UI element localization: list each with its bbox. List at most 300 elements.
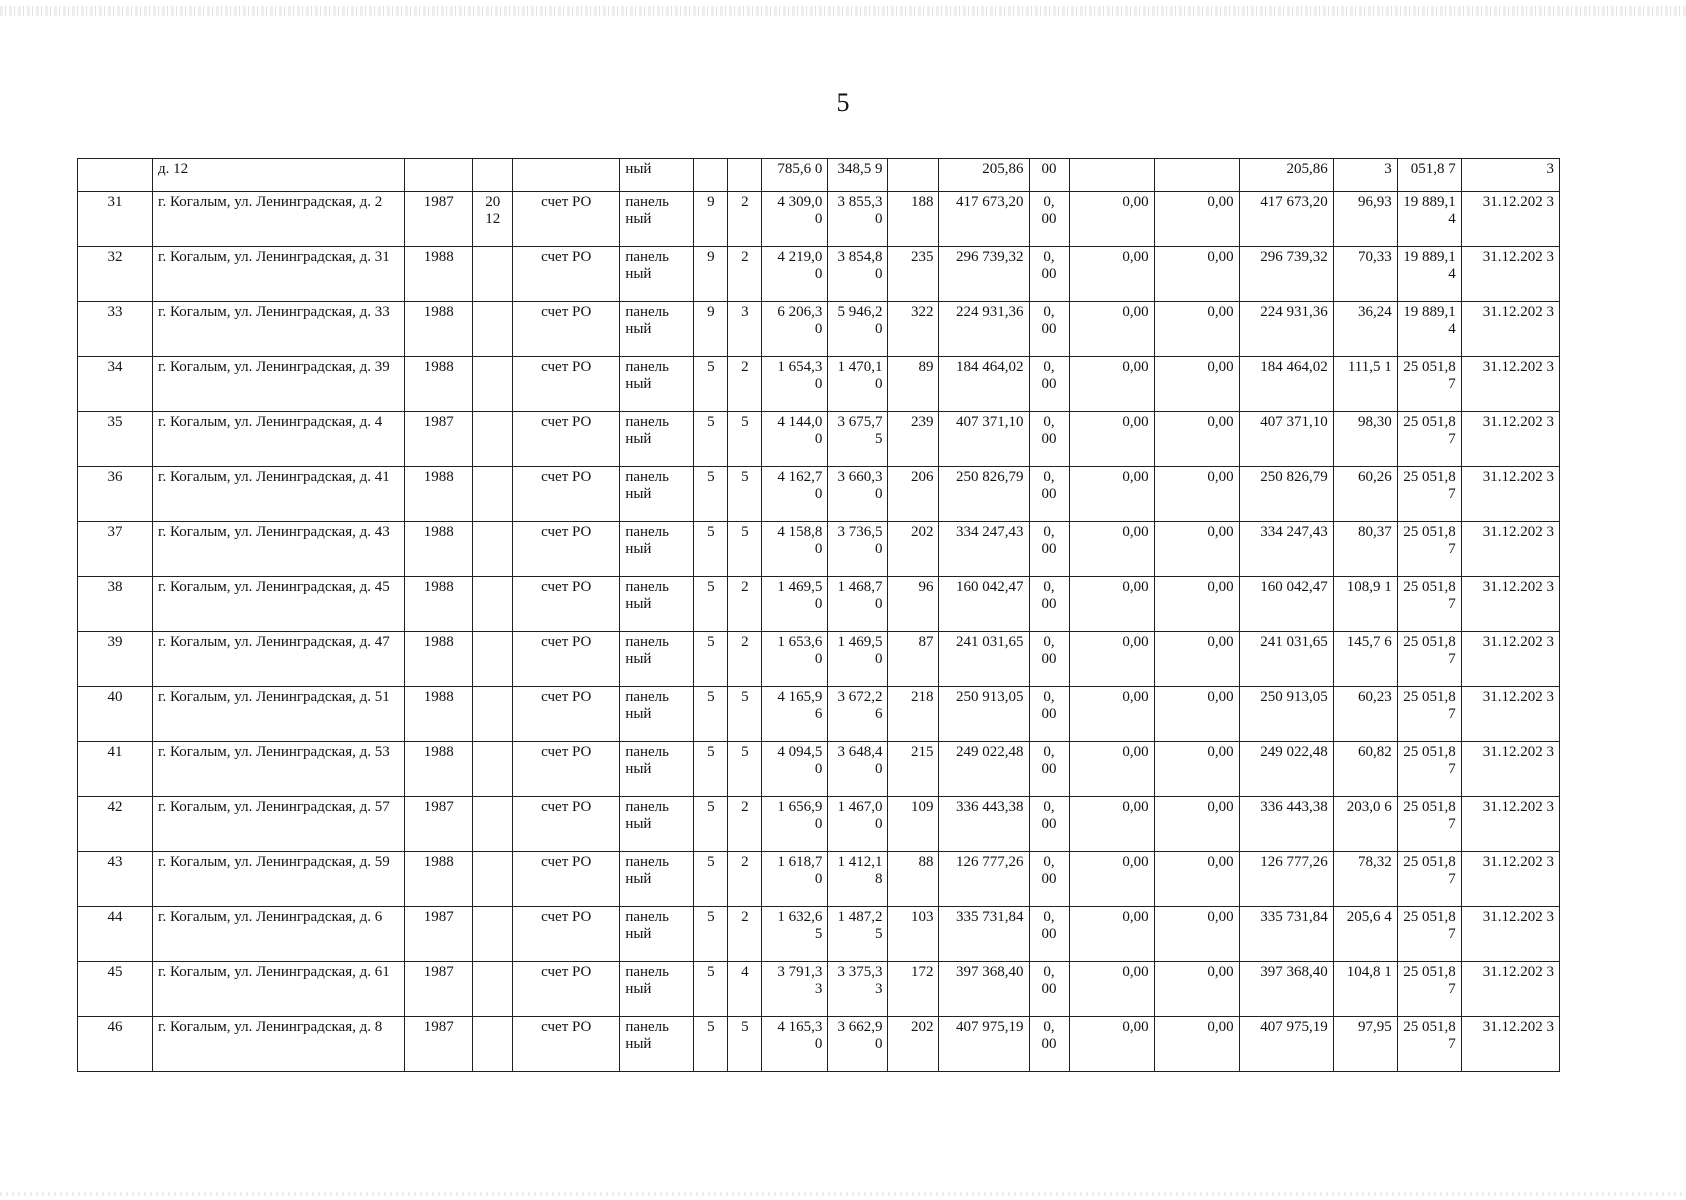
cell-year2: [473, 159, 513, 192]
cell-specific: 203,0 6: [1333, 797, 1397, 852]
cell-no: 33: [78, 302, 153, 357]
cell-c3: 0,00: [1154, 632, 1239, 687]
cell-area-total: 1 656,9 0: [762, 797, 828, 852]
cell-c1: 0, 00: [1029, 852, 1069, 907]
cell-c2: 0,00: [1069, 577, 1154, 632]
cell-address: г. Когалым, ул. Ленинградская, д. 39: [153, 357, 405, 412]
cell-c2: [1069, 159, 1154, 192]
cell-year2: [473, 577, 513, 632]
cell-floors: 5: [694, 522, 728, 577]
cell-floors: 5: [694, 357, 728, 412]
cell-deadline: 31.12.202 3: [1461, 577, 1559, 632]
cell-c2: 0,00: [1069, 962, 1154, 1017]
cell-fund: счет РО: [513, 907, 620, 962]
cell-limit: 25 051,8 7: [1397, 1017, 1461, 1072]
cell-address: г. Когалым, ул. Ленинградская, д. 59: [153, 852, 405, 907]
cell-residents: 235: [888, 247, 939, 302]
table-row: [78, 467, 1560, 522]
cell-year: 1988: [405, 302, 473, 357]
cell-c2: 0,00: [1069, 522, 1154, 577]
cell-wall: панель ный: [620, 522, 694, 577]
cell-residents: 103: [888, 907, 939, 962]
cell-floors: 5: [694, 412, 728, 467]
cell-deadline: 31.12.202 3: [1461, 962, 1559, 1017]
cell-floors: 5: [694, 742, 728, 797]
cell-residents: 206: [888, 467, 939, 522]
cell-address: г. Когалым, ул. Ленинградская, д. 47: [153, 632, 405, 687]
table-row: [78, 907, 1560, 962]
table-row: [78, 852, 1560, 907]
cell-area-total: 1 653,6 0: [762, 632, 828, 687]
cell-area-living: 1 487,2 5: [828, 907, 888, 962]
cell-floors: 9: [694, 192, 728, 247]
cell-cost-total: 250 913,05: [939, 687, 1029, 742]
cell-c1: 0, 00: [1029, 412, 1069, 467]
cell-floors: 9: [694, 247, 728, 302]
cell-residents: 218: [888, 687, 939, 742]
cell-deadline: 31.12.202 3: [1461, 907, 1559, 962]
cell-area-total: 4 162,7 0: [762, 467, 828, 522]
cell-wall: панель ный: [620, 412, 694, 467]
cell-limit: 19 889,1 4: [1397, 247, 1461, 302]
cell-no: 36: [78, 467, 153, 522]
cell-entrances: 2: [728, 577, 762, 632]
cell-wall: панель ный: [620, 467, 694, 522]
cell-residents: 239: [888, 412, 939, 467]
cell-c3: 0,00: [1154, 522, 1239, 577]
cell-limit: 25 051,8 7: [1397, 357, 1461, 412]
cell-deadline: 31.12.202 3: [1461, 632, 1559, 687]
cell-area-living: 1 470,1 0: [828, 357, 888, 412]
cell-fund: счет РО: [513, 467, 620, 522]
cell-cost-ro: 336 443,38: [1239, 797, 1333, 852]
cell-area-living: 3 854,8 0: [828, 247, 888, 302]
cell-area-living: 3 375,3 3: [828, 962, 888, 1017]
cell-address: г. Когалым, ул. Ленинградская, д. 53: [153, 742, 405, 797]
cell-area-living: 3 648,4 0: [828, 742, 888, 797]
cell-year: 1987: [405, 1017, 473, 1072]
cell-specific: 205,6 4: [1333, 907, 1397, 962]
cell-wall: панель ный: [620, 632, 694, 687]
table-row: [78, 357, 1560, 412]
cell-limit: 25 051,8 7: [1397, 412, 1461, 467]
cell-limit: 25 051,8 7: [1397, 962, 1461, 1017]
cell-limit: 25 051,8 7: [1397, 522, 1461, 577]
cell-area-total: 1 654,3 0: [762, 357, 828, 412]
cell-deadline: 3: [1461, 159, 1559, 192]
cell-c3: 0,00: [1154, 357, 1239, 412]
cell-area-total: 4 165,3 0: [762, 1017, 828, 1072]
cell-limit: 25 051,8 7: [1397, 742, 1461, 797]
cell-c2: 0,00: [1069, 192, 1154, 247]
cell-cost-ro: 160 042,47: [1239, 577, 1333, 632]
cell-cost-total: 296 739,32: [939, 247, 1029, 302]
cell-no: 39: [78, 632, 153, 687]
cell-residents: 202: [888, 1017, 939, 1072]
cell-floors: 5: [694, 907, 728, 962]
cell-deadline: 31.12.202 3: [1461, 247, 1559, 302]
cell-cost-ro: 296 739,32: [1239, 247, 1333, 302]
cell-year2: [473, 302, 513, 357]
cell-specific: 80,37: [1333, 522, 1397, 577]
cell-wall: панель ный: [620, 192, 694, 247]
cell-year: 1988: [405, 357, 473, 412]
cell-c3: 0,00: [1154, 1017, 1239, 1072]
cell-area-total: 4 144,0 0: [762, 412, 828, 467]
cell-specific: 60,26: [1333, 467, 1397, 522]
cell-c2: 0,00: [1069, 357, 1154, 412]
cell-floors: 5: [694, 687, 728, 742]
cell-address: г. Когалым, ул. Ленинградская, д. 6: [153, 907, 405, 962]
cell-no: 44: [78, 907, 153, 962]
cell-cost-ro: 335 731,84: [1239, 907, 1333, 962]
cell-no: 45: [78, 962, 153, 1017]
cell-c1: 0, 00: [1029, 357, 1069, 412]
cell-year2: [473, 797, 513, 852]
cell-area-living: 1 412,1 8: [828, 852, 888, 907]
cell-floors: 5: [694, 797, 728, 852]
cell-specific: 96,93: [1333, 192, 1397, 247]
cell-fund: счет РО: [513, 522, 620, 577]
cell-year2: 20 12: [473, 192, 513, 247]
cell-address: г. Когалым, ул. Ленинградская, д. 43: [153, 522, 405, 577]
cell-c3: 0,00: [1154, 247, 1239, 302]
cell-cost-total: 205,86: [939, 159, 1029, 192]
cell-area-living: 348,5 9: [828, 159, 888, 192]
cell-year2: [473, 632, 513, 687]
cell-cost-ro: 397 368,40: [1239, 962, 1333, 1017]
cell-specific: 97,95: [1333, 1017, 1397, 1072]
cell-fund: счет РО: [513, 247, 620, 302]
cell-c3: 0,00: [1154, 797, 1239, 852]
cell-year: 1988: [405, 742, 473, 797]
cell-year: 1987: [405, 192, 473, 247]
cell-cost-total: 397 368,40: [939, 962, 1029, 1017]
cell-c1: 0, 00: [1029, 192, 1069, 247]
cell-year2: [473, 522, 513, 577]
cell-address: г. Когалым, ул. Ленинградская, д. 8: [153, 1017, 405, 1072]
cell-deadline: 31.12.202 3: [1461, 687, 1559, 742]
cell-limit: 19 889,1 4: [1397, 302, 1461, 357]
cell-year: [405, 159, 473, 192]
cell-limit: 25 051,8 7: [1397, 467, 1461, 522]
cell-residents: 322: [888, 302, 939, 357]
cell-c1: 0, 00: [1029, 797, 1069, 852]
cell-no: 43: [78, 852, 153, 907]
cell-c2: 0,00: [1069, 742, 1154, 797]
cell-entrances: 2: [728, 907, 762, 962]
cell-area-total: 4 219,0 0: [762, 247, 828, 302]
cell-entrances: 2: [728, 247, 762, 302]
cell-no: 35: [78, 412, 153, 467]
cell-c2: 0,00: [1069, 467, 1154, 522]
cell-area-living: 3 736,5 0: [828, 522, 888, 577]
cell-deadline: 31.12.202 3: [1461, 302, 1559, 357]
cell-c3: 0,00: [1154, 412, 1239, 467]
cell-no: 34: [78, 357, 153, 412]
cell-cost-ro: 334 247,43: [1239, 522, 1333, 577]
cell-wall: панель ный: [620, 577, 694, 632]
cell-fund: счет РО: [513, 412, 620, 467]
cell-specific: 78,32: [1333, 852, 1397, 907]
cell-area-total: 785,6 0: [762, 159, 828, 192]
cell-area-total: 1 632,6 5: [762, 907, 828, 962]
cell-year: 1988: [405, 632, 473, 687]
cell-c1: 0, 00: [1029, 1017, 1069, 1072]
cell-floors: 5: [694, 1017, 728, 1072]
cell-year2: [473, 742, 513, 797]
cell-c3: 0,00: [1154, 577, 1239, 632]
cell-fund: счет РО: [513, 797, 620, 852]
cell-address: г. Когалым, ул. Ленинградская, д. 57: [153, 797, 405, 852]
cell-entrances: 2: [728, 852, 762, 907]
cell-year2: [473, 907, 513, 962]
cell-deadline: 31.12.202 3: [1461, 522, 1559, 577]
cell-area-living: 5 946,2 0: [828, 302, 888, 357]
cell-residents: 202: [888, 522, 939, 577]
cell-area-living: 3 855,3 0: [828, 192, 888, 247]
cell-specific: 3: [1333, 159, 1397, 192]
cell-c2: 0,00: [1069, 1017, 1154, 1072]
cell-entrances: 2: [728, 632, 762, 687]
cell-deadline: 31.12.202 3: [1461, 852, 1559, 907]
cell-area-total: 4 309,0 0: [762, 192, 828, 247]
table-row: [78, 962, 1560, 1017]
cell-fund: счет РО: [513, 687, 620, 742]
table-row: [78, 159, 1560, 192]
cell-floors: 5: [694, 577, 728, 632]
cell-cost-ro: 205,86: [1239, 159, 1333, 192]
cell-year: 1988: [405, 522, 473, 577]
cell-limit: 25 051,8 7: [1397, 797, 1461, 852]
cell-residents: 87: [888, 632, 939, 687]
cell-area-total: 4 094,5 0: [762, 742, 828, 797]
cell-cost-ro: 184 464,02: [1239, 357, 1333, 412]
registry-table: [77, 158, 1560, 1072]
scan-artifact-bottom: [0, 1192, 1686, 1196]
cell-c1: 0, 00: [1029, 522, 1069, 577]
cell-wall: панель ный: [620, 797, 694, 852]
scan-artifact-top: [0, 6, 1686, 16]
cell-area-living: 3 675,7 5: [828, 412, 888, 467]
cell-year2: [473, 852, 513, 907]
cell-wall: панель ный: [620, 742, 694, 797]
cell-no: 37: [78, 522, 153, 577]
cell-entrances: 5: [728, 742, 762, 797]
cell-c1: 0, 00: [1029, 742, 1069, 797]
cell-cost-ro: 407 975,19: [1239, 1017, 1333, 1072]
table-row: [78, 742, 1560, 797]
cell-entrances: [728, 159, 762, 192]
cell-c1: 0, 00: [1029, 907, 1069, 962]
cell-year: 1988: [405, 852, 473, 907]
cell-specific: 60,82: [1333, 742, 1397, 797]
cell-c2: 0,00: [1069, 302, 1154, 357]
cell-no: 40: [78, 687, 153, 742]
cell-limit: 25 051,8 7: [1397, 632, 1461, 687]
cell-area-living: 3 662,9 0: [828, 1017, 888, 1072]
cell-entrances: 2: [728, 192, 762, 247]
cell-no: 38: [78, 577, 153, 632]
cell-cost-total: 126 777,26: [939, 852, 1029, 907]
cell-residents: 215: [888, 742, 939, 797]
cell-cost-total: 336 443,38: [939, 797, 1029, 852]
cell-cost-ro: 249 022,48: [1239, 742, 1333, 797]
cell-address: г. Когалым, ул. Ленинградская, д. 61: [153, 962, 405, 1017]
cell-year2: [473, 1017, 513, 1072]
cell-c3: 0,00: [1154, 962, 1239, 1017]
cell-no: [78, 159, 153, 192]
cell-cost-total: 224 931,36: [939, 302, 1029, 357]
cell-c3: 0,00: [1154, 852, 1239, 907]
cell-area-living: 1 467,0 0: [828, 797, 888, 852]
table-row: [78, 797, 1560, 852]
cell-deadline: 31.12.202 3: [1461, 412, 1559, 467]
cell-wall: ный: [620, 159, 694, 192]
cell-c3: [1154, 159, 1239, 192]
cell-wall: панель ный: [620, 302, 694, 357]
cell-cost-ro: 241 031,65: [1239, 632, 1333, 687]
cell-year: 1987: [405, 412, 473, 467]
cell-area-total: 1 618,7 0: [762, 852, 828, 907]
cell-cost-total: 184 464,02: [939, 357, 1029, 412]
cell-limit: 25 051,8 7: [1397, 907, 1461, 962]
cell-fund: счет РО: [513, 962, 620, 1017]
cell-floors: 5: [694, 852, 728, 907]
cell-floors: 5: [694, 962, 728, 1017]
cell-c1: 0, 00: [1029, 632, 1069, 687]
cell-cost-ro: 417 673,20: [1239, 192, 1333, 247]
cell-entrances: 5: [728, 412, 762, 467]
cell-year: 1988: [405, 247, 473, 302]
cell-c2: 0,00: [1069, 852, 1154, 907]
cell-cost-total: 335 731,84: [939, 907, 1029, 962]
cell-limit: 25 051,8 7: [1397, 577, 1461, 632]
cell-c2: 0,00: [1069, 412, 1154, 467]
cell-deadline: 31.12.202 3: [1461, 192, 1559, 247]
cell-year: 1988: [405, 687, 473, 742]
cell-wall: панель ный: [620, 962, 694, 1017]
cell-entrances: 3: [728, 302, 762, 357]
page-number: 5: [836, 88, 850, 117]
cell-specific: 70,33: [1333, 247, 1397, 302]
table-row: [78, 577, 1560, 632]
cell-cost-ro: 126 777,26: [1239, 852, 1333, 907]
cell-c2: 0,00: [1069, 907, 1154, 962]
cell-address: д. 12: [153, 159, 405, 192]
cell-limit: 051,8 7: [1397, 159, 1461, 192]
cell-cost-ro: 250 913,05: [1239, 687, 1333, 742]
cell-address: г. Когалым, ул. Ленинградская, д. 33: [153, 302, 405, 357]
cell-year: 1987: [405, 907, 473, 962]
cell-specific: 60,23: [1333, 687, 1397, 742]
cell-residents: 172: [888, 962, 939, 1017]
cell-specific: 111,5 1: [1333, 357, 1397, 412]
table-body: [78, 159, 1560, 1072]
cell-cost-total: 241 031,65: [939, 632, 1029, 687]
cell-cost-total: 249 022,48: [939, 742, 1029, 797]
cell-area-living: 1 468,7 0: [828, 577, 888, 632]
cell-fund: счет РО: [513, 577, 620, 632]
cell-entrances: 2: [728, 797, 762, 852]
cell-c2: 0,00: [1069, 687, 1154, 742]
cell-entrances: 5: [728, 1017, 762, 1072]
cell-entrances: 5: [728, 687, 762, 742]
cell-cost-total: 407 975,19: [939, 1017, 1029, 1072]
cell-cost-total: 407 371,10: [939, 412, 1029, 467]
cell-year2: [473, 357, 513, 412]
cell-year2: [473, 467, 513, 522]
cell-address: г. Когалым, ул. Ленинградская, д. 2: [153, 192, 405, 247]
cell-area-total: 4 158,8 0: [762, 522, 828, 577]
cell-c3: 0,00: [1154, 687, 1239, 742]
cell-area-living: 3 660,3 0: [828, 467, 888, 522]
cell-residents: 109: [888, 797, 939, 852]
cell-c1: 0, 00: [1029, 247, 1069, 302]
table-row: [78, 632, 1560, 687]
cell-fund: счет РО: [513, 742, 620, 797]
cell-deadline: 31.12.202 3: [1461, 1017, 1559, 1072]
cell-limit: 25 051,8 7: [1397, 852, 1461, 907]
cell-no: 31: [78, 192, 153, 247]
cell-fund: счет РО: [513, 632, 620, 687]
cell-c2: 0,00: [1069, 632, 1154, 687]
cell-cost-total: 417 673,20: [939, 192, 1029, 247]
cell-specific: 36,24: [1333, 302, 1397, 357]
cell-year: 1987: [405, 797, 473, 852]
cell-c3: 0,00: [1154, 467, 1239, 522]
cell-residents: [888, 159, 939, 192]
cell-address: г. Когалым, ул. Ленинградская, д. 4: [153, 412, 405, 467]
cell-wall: панель ный: [620, 852, 694, 907]
cell-residents: 88: [888, 852, 939, 907]
cell-address: г. Когалым, ул. Ленинградская, д. 31: [153, 247, 405, 302]
cell-deadline: 31.12.202 3: [1461, 797, 1559, 852]
table-row: [78, 192, 1560, 247]
cell-cost-ro: 407 371,10: [1239, 412, 1333, 467]
cell-floors: 5: [694, 632, 728, 687]
cell-address: г. Когалым, ул. Ленинградская, д. 51: [153, 687, 405, 742]
cell-year2: [473, 247, 513, 302]
cell-no: 42: [78, 797, 153, 852]
cell-limit: 19 889,1 4: [1397, 192, 1461, 247]
cell-c1: 0, 00: [1029, 962, 1069, 1017]
cell-c1: 0, 00: [1029, 467, 1069, 522]
cell-cost-ro: 224 931,36: [1239, 302, 1333, 357]
cell-wall: панель ный: [620, 357, 694, 412]
cell-floors: [694, 159, 728, 192]
table-row: [78, 1017, 1560, 1072]
cell-no: 41: [78, 742, 153, 797]
cell-area-total: 4 165,9 6: [762, 687, 828, 742]
cell-c3: 0,00: [1154, 302, 1239, 357]
cell-deadline: 31.12.202 3: [1461, 742, 1559, 797]
table-row: [78, 412, 1560, 467]
cell-wall: панель ный: [620, 1017, 694, 1072]
cell-no: 46: [78, 1017, 153, 1072]
cell-fund: [513, 159, 620, 192]
cell-cost-total: 250 826,79: [939, 467, 1029, 522]
cell-year2: [473, 687, 513, 742]
cell-year: 1988: [405, 467, 473, 522]
table-row: [78, 522, 1560, 577]
cell-fund: счет РО: [513, 1017, 620, 1072]
cell-floors: 9: [694, 302, 728, 357]
cell-cost-total: 334 247,43: [939, 522, 1029, 577]
cell-entrances: 5: [728, 467, 762, 522]
cell-specific: 104,8 1: [1333, 962, 1397, 1017]
cell-deadline: 31.12.202 3: [1461, 467, 1559, 522]
